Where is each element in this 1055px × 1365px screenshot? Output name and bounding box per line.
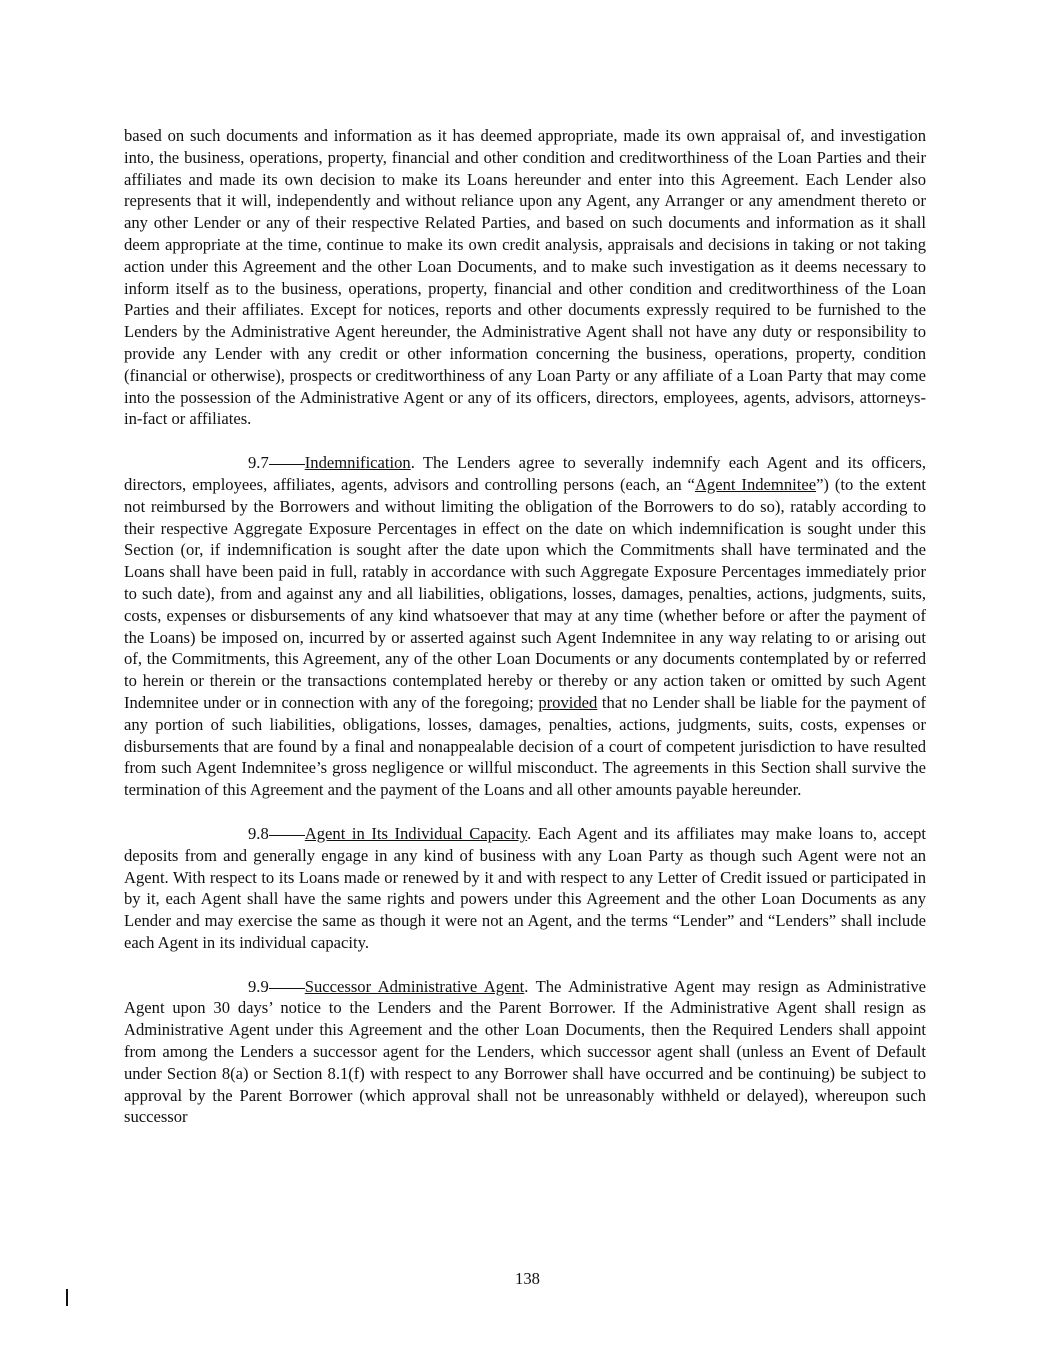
section-text: . Each Agent and its affiliates may make loans to, accept deposits from and generally engage in any kind of business with any Loan Party as though such Agent were not an Agent. With respect to its Loans made or renewed by it and with respect to any Letter of Credit issued or participated in by it, each Agent shall have the same rights and powers under this Agreement and the other Loan Documents as any Lender and may exercise the same as though it were not an Agent, and the terms “Lender” and “Lenders” shall include each Agent in its individual capacity.: [124, 823, 926, 952]
section-number: 9.7: [248, 453, 269, 473]
heading-tab-underline: [269, 834, 305, 836]
heading-tab-underline: [269, 463, 305, 465]
section-number: 9.8: [248, 823, 269, 843]
section-heading: Agent in Its Individual Capacity: [304, 823, 528, 843]
section-heading: Successor Administrative Agent: [304, 976, 525, 996]
section-text: . The Lenders agree to severally indemnify each Agent and its officers, directors, employees, affiliates, agents, advisors and controlling persons (each, an “: [124, 453, 926, 494]
revision-change-bar: [66, 1289, 68, 1306]
section-9-9: [124, 976, 926, 1129]
section-9-8: [124, 823, 926, 954]
proviso-term: provided: [538, 692, 598, 712]
document-body: [124, 125, 926, 1128]
heading-tab-underline: [269, 987, 305, 989]
section-text: . The Administrative Agent may resign as Administrative Agent upon 30 days’ notice to the Lenders and the Parent Borrower. If the Administrative Agent shall resign as Administrative Agent under this Agreement and the other Loan Documents, then the Required Lenders shall appoint from among the Lenders a successor agent for the Lenders, which successor agent shall (unless an Event of Default under Section 8(a) or Section 8.1(f) with respect to any Borrower shall have occurred and be continuing) be subject to approval by the Parent Borrower (which approval shall not be unreasonably withheld or delayed), whereupon such successor: [124, 976, 926, 1127]
section-number: 9.9: [248, 976, 269, 996]
continuation-paragraph: based on such documents and information as it has deemed appropriate, made its own appraisal of, and investigation into, the business, operations, property, financial and other condition and creditworthiness of the Loan Parties and their affiliates and made its own decision to make its Loans hereunder and enter into this Agreement. Each Lender also represents that it will, independently and without reliance upon any Agent, any Arranger or any amendment thereto or any other Lender or any of their respective Related Parties, and based on such documents and information as it shall deem appropriate at the time, continue to make its own credit analysis, appraisals and decisions in taking or not taking action under this Agreement and the other Loan Documents, and to make such investigation as it deems necessary to inform itself as to the business, operations, property, financial and other condition and creditworthiness of the Loan Parties and their affiliates. Except for notices, reports and other documents expressly required to be furnished to the Lenders by the Administrative Agent hereunder, the Administrative Agent shall not have any duty or responsibility to provide any Lender with any credit or other information concerning the business, operations, property, condition (financial or otherwise), prospects or creditworthiness of any Loan Party or any affiliate of a Loan Party that may come into the possession of the Administrative Agent or any of its officers, directors, employees, agents, advisors, attorneys-in-fact or affiliates.: [124, 126, 926, 429]
section-9-7: [124, 452, 926, 801]
section-heading: Indemnification: [304, 453, 411, 473]
defined-term: Agent Indemnitee: [694, 474, 817, 494]
section-text: ”) (to the extent not reimbursed by the Borrowers and without limiting the obligation of the Borrowers to do so), ratably according to their respective Aggregate Exposure Percentages in effect on the date on which indemnification is sought under this Section (or, if indemnification is sought after the date upon which the Commitments shall have terminated and the Loans shall have been paid in full, ratably in accordance with such Aggregate Exposure Percentages immediately prior to such date), from and against any and all liabilities, obligations, losses, damages, penalties, actions, judgments, suits, costs, expenses or disbursements of any kind whatsoever that may at any time (whether before or after the payment of the Loans) be imposed on, incurred by or asserted against such Agent Indemnitee in any way relating to or arising out of, the Commitments, this Agreement, any of the other Loan Documents or any documents contemplated by or referred to herein or therein or the transactions contemplated hereby or thereby or any action taken or omitted by such Agent Indemnitee under or in connection with any of the foregoing;: [124, 474, 926, 712]
section-text: that no Lender shall be liable for the payment of any portion of such liabilities, obligations, losses, damages, penalties, actions, judgments, suits, costs, expenses or disbursements that are found by a final and nonappealable decision of a court of competent jurisdiction to have resulted from such Agent Indemnitee’s gross negligence or willful misconduct. The agreements in this Section shall survive the termination of this Agreement and the payment of the Loans and all other amounts payable hereunder.: [124, 692, 926, 800]
page-number: 138: [515, 1269, 540, 1288]
